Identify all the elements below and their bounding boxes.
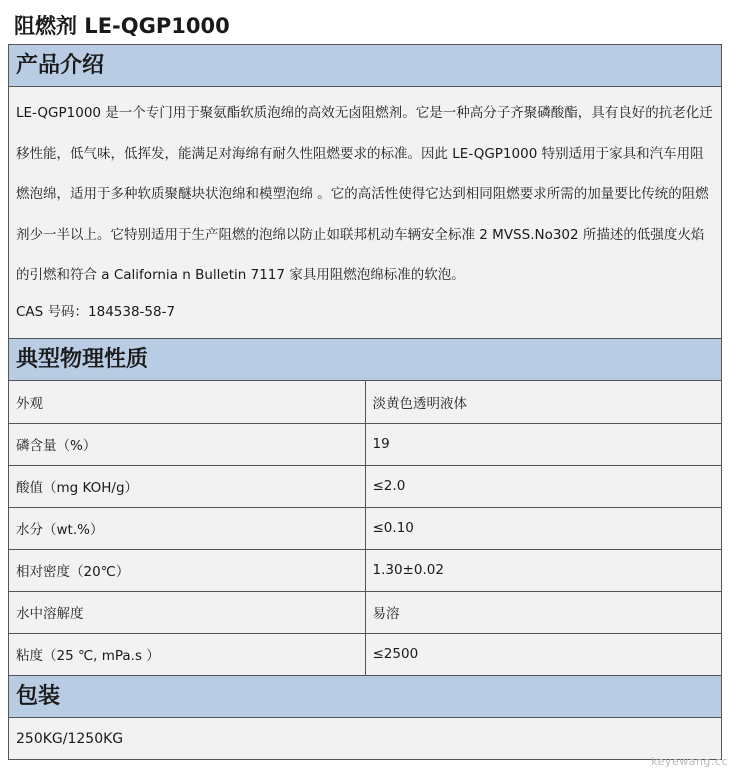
- property-value: 19: [365, 423, 721, 465]
- property-name: 酸值（mg KOH/g）: [9, 465, 365, 507]
- intro-section-heading: 产品介绍: [9, 45, 721, 87]
- table-row: [9, 423, 721, 465]
- property-name: 外观: [9, 381, 365, 423]
- property-name: 水中溶解度: [9, 591, 365, 633]
- table-row: [9, 465, 721, 507]
- table-row: [9, 549, 721, 591]
- properties-table: [9, 381, 721, 676]
- table-row: [9, 591, 721, 633]
- page-title: 阻燃剂 LE-QGP1000: [14, 14, 230, 38]
- table-row: [9, 633, 721, 675]
- property-name: 相对密度（20℃）: [9, 549, 365, 591]
- property-value: 淡黄色透明液体: [365, 381, 721, 423]
- cas-number: CAS 号码：184538-58-7: [16, 303, 176, 320]
- watermark: keyewang.cc: [651, 755, 728, 768]
- packaging-text: 250KG/1250KG: [9, 718, 721, 760]
- intro-section: [9, 87, 721, 339]
- product-sheet: [8, 44, 722, 760]
- property-value: 易溶: [365, 591, 721, 633]
- packaging-section-heading: 包装: [9, 676, 721, 718]
- property-name: 粘度（25 ℃, mPa.s ）: [9, 633, 365, 675]
- table-row: [9, 507, 721, 549]
- property-value: ≤0.10: [365, 507, 721, 549]
- table-row: [9, 381, 721, 423]
- properties-section-heading: 典型物理性质: [9, 339, 721, 381]
- property-value: ≤2.0: [365, 465, 721, 507]
- property-value: 1.30±0.02: [365, 549, 721, 591]
- property-name: 水分（wt.%）: [9, 507, 365, 549]
- property-value: ≤2500: [365, 633, 721, 675]
- property-name: 磷含量（%）: [9, 423, 365, 465]
- intro-paragraph: LE-QGP1000 是一个专门用于聚氨酯软质泡绵的高效无卤阻燃剂。它是一种高分子齐聚磷酸酯，具有良好的抗老化迁移性能，低气味，低挥发，能满足对海绵有耐久性阻燃要求的标准。因此 LE-QGP1000 特别适用于家具和汽车用阻燃泡绵，适用于多种软质聚醚块状泡绵和模塑泡绵 。它的高活性使得它达到相同阻燃要求所需的加量要比传统的阻燃剂少一半以上。它特别适用于生产阻燃的泡绵以防止如联邦机动车辆安全标准 2 MVSS.No302 所描述的低强度火焰的引燃和符合 a California n Bulletin 7117 家具用阻燃泡绵标准的软泡。: [16, 105, 713, 283]
